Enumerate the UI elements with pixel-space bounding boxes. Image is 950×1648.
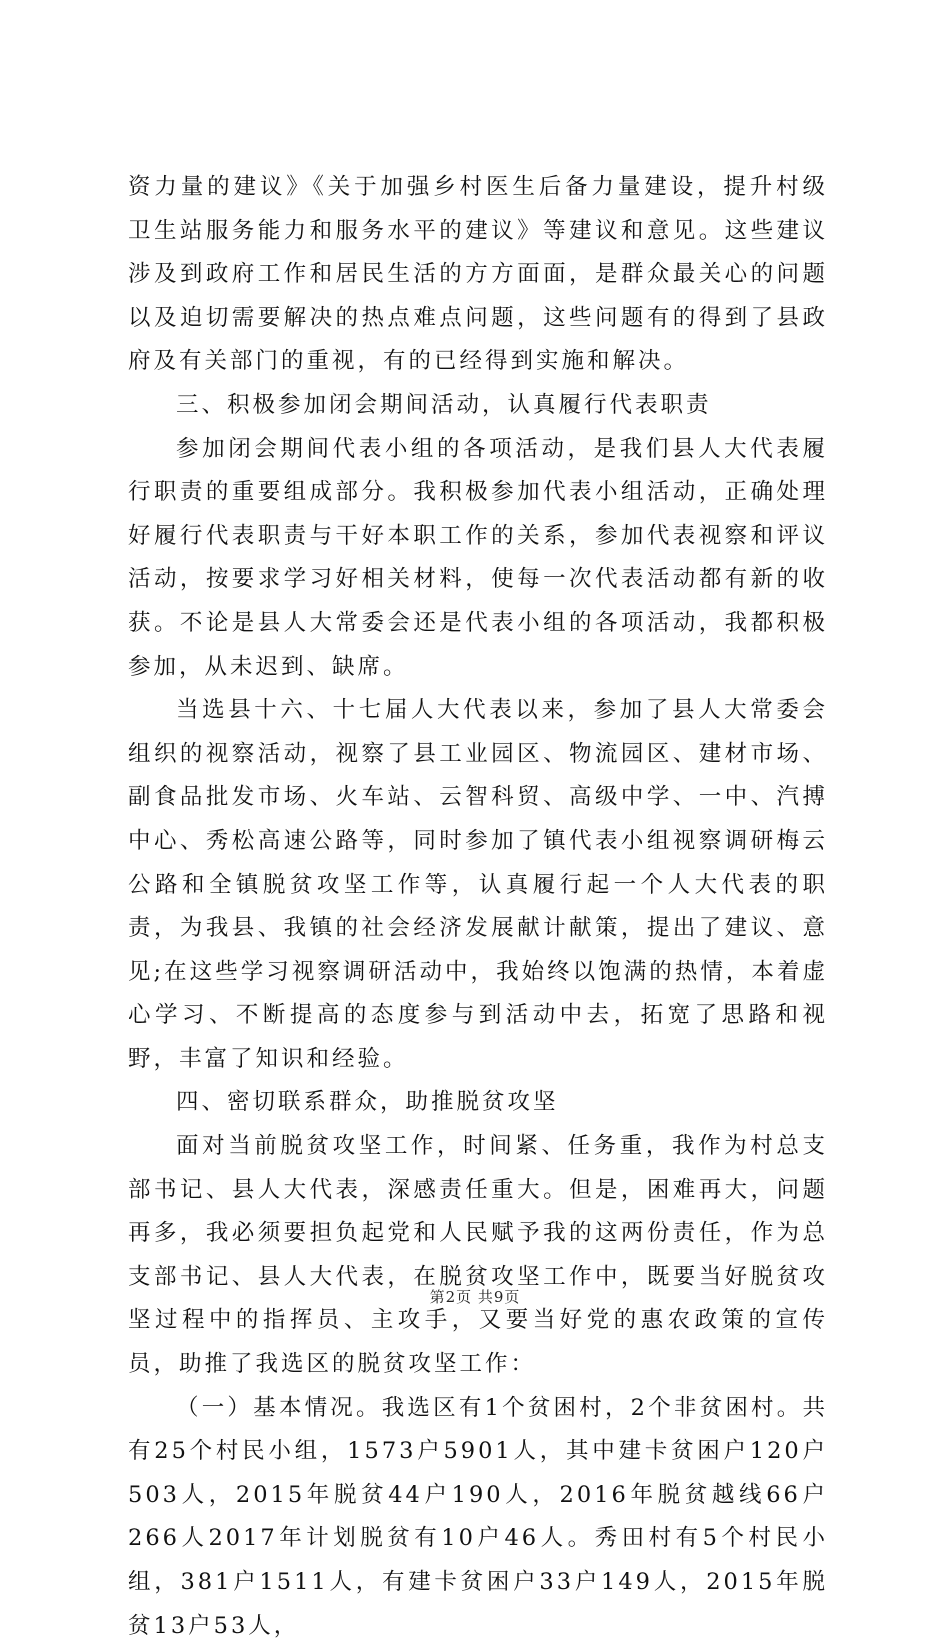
section-heading-3: 三、积极参加闭会期间活动，认真履行代表职责	[176, 391, 712, 418]
paragraph: 参加闭会期间代表小组的各项活动，是我们县人大代表履行职责的重要组成部分。我积极参加代表小组活动，正确处理好履行代表职责与干好本职工作的关系，参加代表视察和评议活动，按要求学习好相关材料，使每一次代表活动都有新的收获。不论是县人大常委会还是代表小组的各项活动，我都积极参加，从未迟到、缺席。	[128, 435, 828, 680]
paragraph: 面对当前脱贫攻坚工作，时间紧、任务重，我作为村总支部书记、县人大代表，深感责任重大。但是，困难再大，问题再多，我必须要担负起党和人民赋予我的这两份责任，作为总支部书记、县人大代表，在脱贫攻坚工作中，既要当好脱贫攻坚过程中的指挥员、主攻手，又要当好党的惠农政策的宣传员，助推了我选区的脱贫攻坚工作：	[128, 1133, 828, 1378]
paragraph: 当选县十六、十七届人大代表以来，参加了县人大常委会组织的视察活动，视察了县工业园区、物流园区、建材市场、副食品批发市场、火车站、云智科贸、高级中学、一中、汽搏中心、秀松高速公路等，同时参加了镇代表小组视察调研梅云公路和全镇脱贫攻坚工作等，认真履行起一个人大代表的职责，为我县、我镇的社会经济发展献计献策，提出了建议、意见;在这些学习视察调研活动中，我始终以饱满的热情，本着虚心学习、不断提高的态度参与到活动中去，拓宽了思路和视野，丰富了知识和经验。	[128, 697, 828, 1072]
paragraph-continuation: 资力量的建议》《关于加强乡村医生后备力量建设，提升村级卫生站服务能力和服务水平的建议》等建议和意见。这些建议涉及到政府工作和居民生活的方方面面，是群众最关心的问题以及迫切需要解决的热点难点问题，这些问题有的得到了县政府及有关部门的重视，有的已经得到实施和解决。	[128, 174, 828, 375]
paragraph: （一）基本情况。我选区有1个贫困村，2个非贫困村。共有25个村民小组，1573户5901人，其中建卡贫困户120户503人，2015年脱贫44户190人，2016年脱贫越线66户266人2017年计划脱贫有10户46人。秀田村有5个村民小组，381户1511人，有建卡贫困户33户149人，2015年脱贫13户53人，	[128, 1394, 828, 1639]
page-number-footer: 第2页 共9页	[429, 1288, 521, 1306]
section-heading-4: 四、密切联系群众，助推脱贫攻坚	[176, 1089, 559, 1116]
document-body	[128, 166, 828, 1648]
